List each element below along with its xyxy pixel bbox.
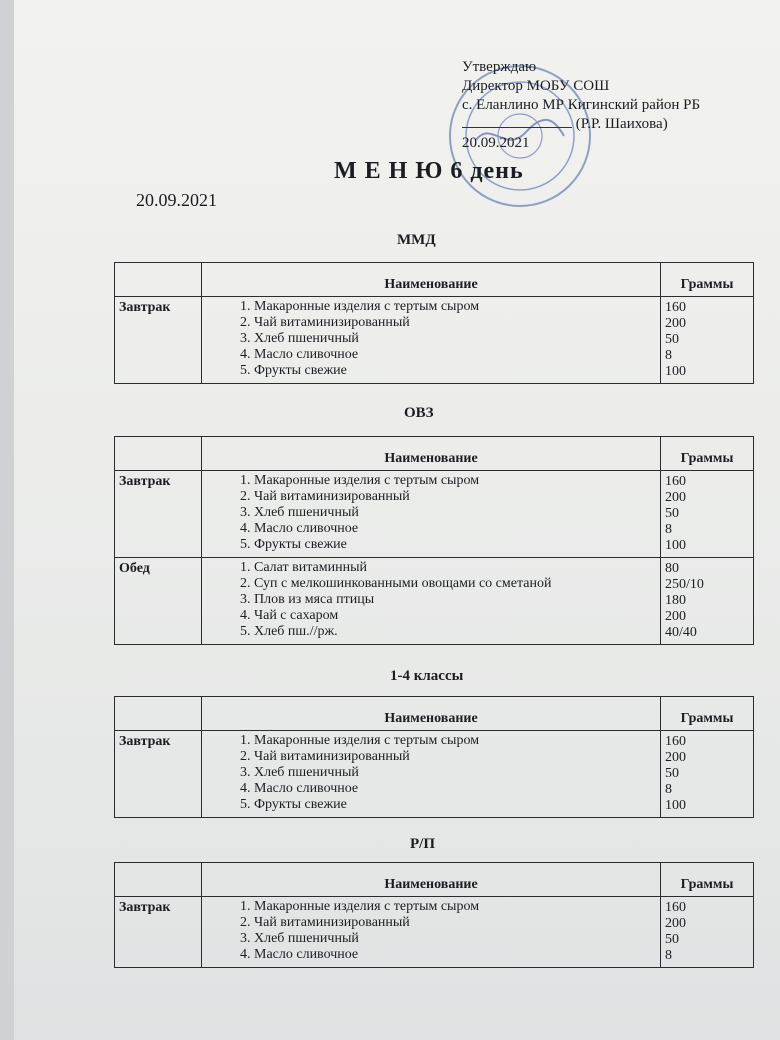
document-page	[14, 0, 780, 1040]
approval-line-2: Директор МОБУ СОШ	[462, 78, 610, 94]
grams-value: 50	[665, 332, 679, 347]
header-name: Наименование	[202, 437, 661, 471]
list-item: 4. Масло сливочное	[254, 347, 660, 363]
grams-value: 50	[665, 932, 679, 947]
menu-table	[114, 862, 754, 968]
list-item: 1. Макаронные изделия с тертым сыром	[254, 899, 660, 915]
list-item: 3. Хлеб пшеничный	[254, 765, 660, 781]
section-label: Р/П	[410, 836, 435, 852]
grams-value: 250/10	[665, 577, 704, 592]
items-cell	[202, 731, 661, 818]
grams-value: 50	[665, 766, 679, 781]
approval-line-1: Утверждаю	[462, 59, 537, 75]
grams-cell	[661, 297, 754, 384]
items-cell	[202, 558, 661, 645]
header-grams: Граммы	[661, 437, 754, 471]
grams-value: 200	[665, 916, 686, 931]
items-cell	[202, 471, 661, 558]
grams-value: 160	[665, 734, 686, 749]
table-row	[115, 558, 754, 645]
header-grams: Граммы	[661, 697, 754, 731]
section-label: ММД	[397, 232, 436, 248]
list-item: 5. Хлеб пш.//рж.	[254, 624, 660, 640]
grams-value: 160	[665, 474, 686, 489]
approval-line-3: с. Еланлино МР Кигинский район РБ	[462, 97, 701, 113]
header-empty	[115, 263, 202, 297]
table-row	[115, 471, 754, 558]
header-name: Наименование	[202, 697, 661, 731]
list-item: 3. Плов из мяса птицы	[254, 592, 660, 608]
grams-value: 40/40	[665, 625, 697, 640]
list-item: 5. Фрукты свежие	[254, 797, 660, 813]
meal-label: Завтрак	[115, 471, 202, 558]
list-item: 1. Макаронные изделия с тертым сыром	[254, 299, 660, 315]
list-item: 2. Суп с мелкошинкованными овощами со сметаной	[254, 576, 660, 592]
approval-date: 20.09.2021	[462, 135, 530, 151]
grams-cell	[661, 471, 754, 558]
header-empty	[115, 437, 202, 471]
grams-cell	[661, 897, 754, 968]
menu-date: 20.09.2021	[136, 190, 217, 210]
items-cell	[202, 897, 661, 968]
header-empty	[115, 697, 202, 731]
menu-table	[114, 436, 754, 645]
list-item: 1. Салат витаминный	[254, 560, 660, 576]
list-item: 2. Чай витаминизированный	[254, 489, 660, 505]
section-label: ОВЗ	[404, 405, 434, 421]
list-item: 5. Фрукты свежие	[254, 537, 660, 553]
grams-value: 200	[665, 316, 686, 331]
list-item: 3. Хлеб пшеничный	[254, 931, 660, 947]
grams-value: 8	[665, 522, 672, 537]
grams-value: 200	[665, 490, 686, 505]
meal-label: Завтрак	[115, 297, 202, 384]
list-item: 3. Хлеб пшеничный	[254, 505, 660, 521]
header-empty	[115, 863, 202, 897]
section-label: 1-4 классы	[390, 668, 464, 684]
menu-table	[114, 262, 754, 384]
grams-value: 8	[665, 782, 672, 797]
list-item: 4. Чай с сахаром	[254, 608, 660, 624]
page-title: М Е Н Ю 6 день	[334, 158, 524, 184]
table-row	[115, 731, 754, 818]
signature-blank	[462, 127, 572, 128]
grams-value: 160	[665, 900, 686, 915]
grams-value: 180	[665, 593, 686, 608]
list-item: 4. Масло сливочное	[254, 781, 660, 797]
meal-label: Завтрак	[115, 897, 202, 968]
items-cell	[202, 297, 661, 384]
list-item: 2. Чай витаминизированный	[254, 749, 660, 765]
signature-line	[462, 115, 780, 134]
list-item: 3. Хлеб пшеничный	[254, 331, 660, 347]
list-item: 5. Фрукты свежие	[254, 363, 660, 379]
table-row	[115, 297, 754, 384]
grams-value: 50	[665, 506, 679, 521]
grams-value: 100	[665, 798, 686, 813]
list-item: 1. Макаронные изделия с тертым сыром	[254, 733, 660, 749]
grams-value: 8	[665, 948, 672, 963]
table-row	[115, 897, 754, 968]
meal-label: Обед	[115, 558, 202, 645]
list-item: 2. Чай витаминизированный	[254, 915, 660, 931]
grams-value: 8	[665, 348, 672, 363]
grams-cell	[661, 558, 754, 645]
grams-cell	[661, 731, 754, 818]
grams-value: 160	[665, 300, 686, 315]
grams-value: 80	[665, 561, 679, 576]
approval-block	[462, 58, 780, 153]
header-grams: Граммы	[661, 263, 754, 297]
list-item: 4. Масло сливочное	[254, 521, 660, 537]
grams-value: 200	[665, 750, 686, 765]
meal-label: Завтрак	[115, 731, 202, 818]
signature-name: (Р.Р. Шаихова)	[575, 116, 668, 132]
header-grams: Граммы	[661, 863, 754, 897]
list-item: 4. Масло сливочное	[254, 947, 660, 963]
list-item: 2. Чай витаминизированный	[254, 315, 660, 331]
header-name: Наименование	[202, 863, 661, 897]
grams-value: 100	[665, 538, 686, 553]
grams-value: 200	[665, 609, 686, 624]
list-item: 1. Макаронные изделия с тертым сыром	[254, 473, 660, 489]
grams-value: 100	[665, 364, 686, 379]
menu-table	[114, 696, 754, 818]
header-name: Наименование	[202, 263, 661, 297]
